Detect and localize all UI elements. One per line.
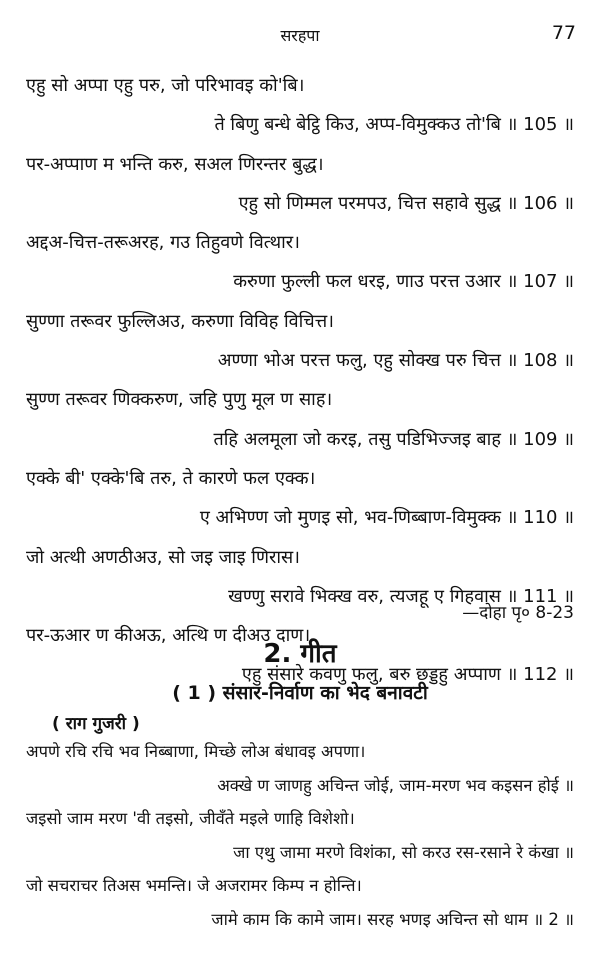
song-line-1: अपणे रचि रचि भव निब्बाणा, मिच्छे लोअ बंधावइ अपणा। xyxy=(26,742,366,761)
doha-108 xyxy=(0,302,600,381)
doha-line-2: ते बिणु बन्धे बेट्ठि किउ, अप्प-विमुक्कउ तो'बि ॥ 105 ॥ xyxy=(214,114,574,136)
doha-line-2: करुणा फुल्ली फल धरइ, णाउ परत्त उआर ॥ 107 ॥ xyxy=(233,271,574,293)
doha-110 xyxy=(0,459,600,538)
doha-line-2: तहि अलमूला जो करइ, तसु पडिभिज्जइ बाह ॥ 109 ॥ xyxy=(213,428,574,450)
doha-106 xyxy=(0,145,600,224)
song-line-1: जो सचराचर तिअस भमन्ति। जे अजरामर किम्प न होन्ति। xyxy=(26,876,362,896)
doha-line-1: एक्के बी' एक्के'बि तरु, ते कारणे फल एक्क। xyxy=(26,467,316,489)
raga-label: ( राग गुजरी ) xyxy=(52,714,140,734)
song-line-2: जामे काम कि कामे जाम। सरह भणइ अचिन्त सो धाम ॥ 2 ॥ xyxy=(211,909,574,929)
page-header xyxy=(0,20,600,48)
doha-line-2: अण्णा भोअ परत्त फलु, एहु सोक्ख परु चित्त ॥ 108 ॥ xyxy=(217,350,574,372)
doha-109 xyxy=(0,380,600,459)
section-heading: 2. गीत xyxy=(263,639,337,669)
song-line-2: अक्खे ण जाणहु अचिन्त जोई, जाम-मरण भव कइसन होई ॥ xyxy=(217,775,574,795)
doha-line-1: पर-ऊआर ण कीअऊ, अत्थि ण दीअउ दाण। xyxy=(26,625,311,647)
doha-line-2: ए अभिण्ण जो मुणइ सो, भव-णिब्बाण-विमुक्क ॥ 110 ॥ xyxy=(199,507,574,529)
song-line-2: जा एथु जामा मरणे विशंका, सो करउ रस-रसाने रे कंखा ॥ xyxy=(233,842,574,862)
song-block xyxy=(0,735,600,937)
source-citation: —दोहा पृ० 8-23 xyxy=(462,603,574,623)
song-stanza xyxy=(0,869,600,936)
running-title: सरहपा xyxy=(280,26,320,45)
song-stanza xyxy=(0,735,600,802)
doha-line-2: एहु सो णिम्मल परमपउ, चित्त सहावे सुद्ध ॥ 106 ॥ xyxy=(238,192,574,214)
doha-line-1: जो अत्थी अणठीअउ, सो जइ जाइ णिरास। xyxy=(26,546,300,568)
doha-107 xyxy=(0,223,600,302)
page-number: 77 xyxy=(551,22,576,44)
song-title: ( 1 ) संसार-निर्वाण का भेद बनावटी xyxy=(172,682,428,704)
doha-line-2: एहु संसारे कवणु फलु, बरु छड्डहु अप्पाण ॥ 112 ॥ xyxy=(241,664,574,686)
doha-line-1: अद्दअ-चित्त-तरूअरह, गउ तिहुवणे वित्थार। xyxy=(26,232,300,254)
doha-line-2: खण्णु सरावे भिक्ख वरु, त्यजहू ए गिहवास ॥ 111 ॥ xyxy=(228,585,574,607)
song-stanza xyxy=(0,802,600,869)
doha-line-1: पर-अप्पाण म भन्ति करु, सअल णिरन्तर बुद्ध। xyxy=(26,153,324,175)
song-line-1: जइसो जाम मरण 'वी तइसो, जीवँते मइले णाहि विशेशो। xyxy=(26,809,355,829)
doha-line-1: एहु सो अप्पा एहु परु, जो परिभावइ को'बि। xyxy=(26,75,305,96)
doha-105 xyxy=(0,66,600,145)
doha-line-1: सुण्णा तरूवर फुल्लिअउ, करुणा विविह विचित्त। xyxy=(26,310,335,332)
doha-line-1: सुण्ण तरूवर णिक्करुण, जहि पुणु मूल ण साह। xyxy=(26,389,333,411)
